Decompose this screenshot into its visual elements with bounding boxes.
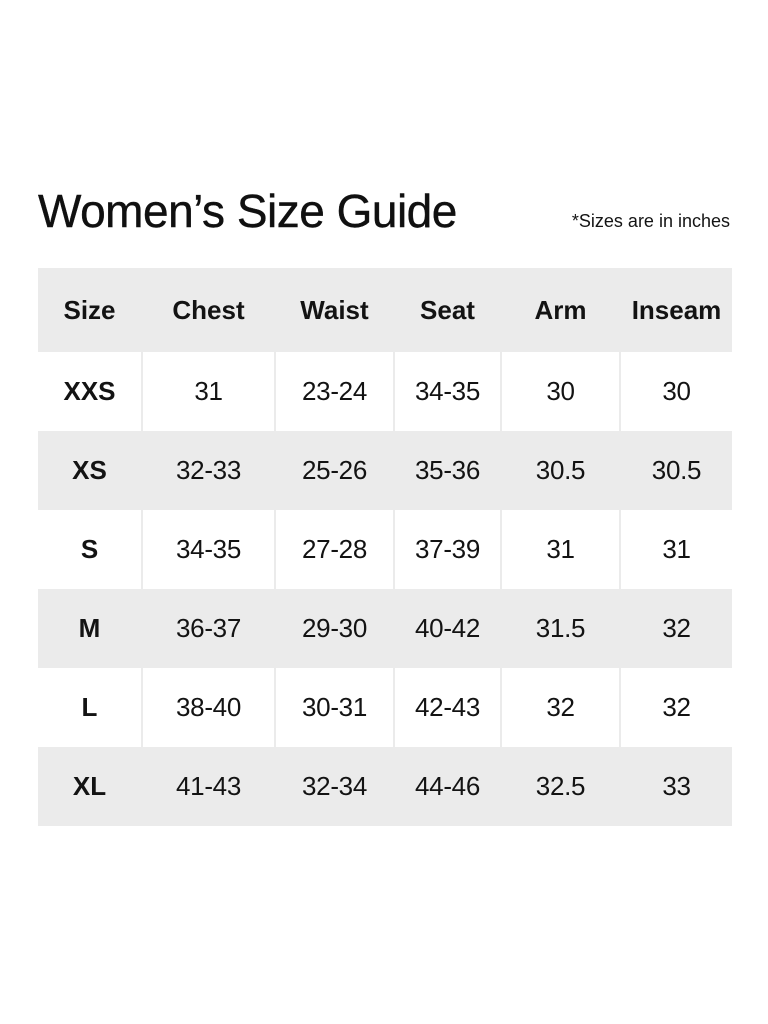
table-row-xxs: [38, 352, 732, 431]
value-cell: 27-28: [274, 510, 393, 589]
value-cell: 30.5: [619, 431, 732, 510]
size-cell: L: [81, 692, 98, 722]
value-cell: 36-37: [141, 589, 274, 668]
size-cell: XL: [72, 771, 107, 801]
column-header-inseam: Inseam: [619, 268, 732, 352]
table-header-row: [38, 268, 732, 352]
value-cell: 40-42: [393, 589, 500, 668]
column-header-arm: Arm: [500, 268, 619, 352]
value-cell: 44-46: [393, 747, 500, 826]
value-cell: 25-26: [274, 431, 393, 510]
column-header-seat: Seat: [393, 268, 500, 352]
value-cell: 35-36: [393, 431, 500, 510]
size-cell: XXS: [63, 376, 116, 406]
value-cell: 23-24: [274, 352, 393, 431]
value-cell: 31: [141, 352, 274, 431]
value-cell: 32.5: [500, 747, 619, 826]
value-cell: 31: [619, 510, 732, 589]
value-cell: 32: [619, 589, 732, 668]
value-cell: 42-43: [393, 668, 500, 747]
value-cell: 30: [619, 352, 732, 431]
value-cell: 41-43: [141, 747, 274, 826]
value-cell: 34-35: [141, 510, 274, 589]
value-cell: 38-40: [141, 668, 274, 747]
value-cell: 34-35: [393, 352, 500, 431]
size-cell: M: [78, 613, 101, 643]
value-cell: 31: [500, 510, 619, 589]
value-cell: 30.5: [500, 431, 619, 510]
value-cell: 31.5: [500, 589, 619, 668]
table-row-s: [38, 510, 732, 589]
value-cell: 32: [619, 668, 732, 747]
size-cell: S: [80, 534, 99, 564]
value-cell: 32: [500, 668, 619, 747]
size-cell: XS: [72, 455, 107, 485]
table-row-xl: [38, 747, 732, 826]
value-cell: 30: [500, 352, 619, 431]
page-header: [38, 186, 730, 237]
table-row-xs: [38, 431, 732, 510]
value-cell: 33: [619, 747, 732, 826]
value-cell: 29-30: [274, 589, 393, 668]
table-row-l: [38, 668, 732, 747]
value-cell: 32-33: [141, 431, 274, 510]
value-cell: 37-39: [393, 510, 500, 589]
size-table: [38, 268, 732, 826]
value-cell: 32-34: [274, 747, 393, 826]
column-header-waist: Waist: [274, 268, 393, 352]
page-title: Women’s Size Guide: [38, 185, 457, 237]
value-cell: 30-31: [274, 668, 393, 747]
units-note: *Sizes are in inches: [571, 211, 730, 231]
column-header-size: Size: [63, 294, 116, 325]
column-header-chest: Chest: [141, 268, 274, 352]
table-row-m: [38, 589, 732, 668]
